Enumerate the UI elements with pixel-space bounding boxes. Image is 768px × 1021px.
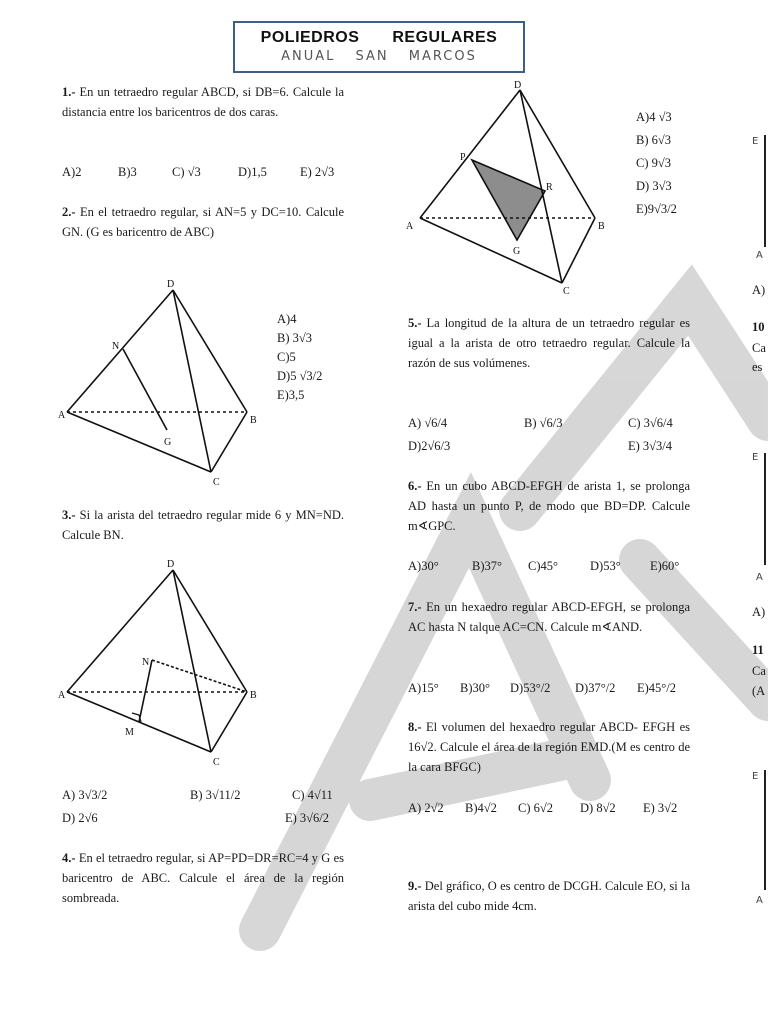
right-fragment-num11: 11 (752, 643, 764, 657)
problem-6-option-a: A)30° (408, 559, 439, 573)
problem-2-number: 2.- (62, 205, 76, 219)
problem-1-option-a: A)2 (62, 165, 82, 179)
right-fragment-a1: A (756, 250, 763, 261)
problem-2-option-c: C)5 (277, 350, 296, 364)
fig1-label-c: C (563, 286, 570, 297)
right-fragment-paren-a: (A (752, 684, 766, 698)
fig2-label-a: A (58, 410, 66, 421)
problem-7-text: En un hexaedro regular ABCD-EFGH, se prolonga AC hasta N talque AC=CN. Calcule m∢AND. (408, 600, 690, 634)
right-figure-edge-3 (764, 770, 766, 890)
fig1-label-g: G (513, 246, 521, 257)
problem-8-option-e: E) 3√2 (643, 801, 678, 815)
figure-1-tetrahedron-shaded (400, 78, 615, 298)
problem-5-option-b: B) √6/3 (524, 416, 563, 430)
problem-6-option-b: B)37° (472, 559, 502, 573)
problem-8 (408, 717, 690, 777)
fig1-label-r: R (546, 182, 553, 193)
right-fragment-es: es (752, 360, 763, 374)
problem-5 (408, 313, 690, 373)
fig1-label-d: D (514, 80, 522, 91)
problem-7-option-d: D)37°/2 (575, 681, 616, 695)
problem-2 (62, 202, 344, 242)
right-fragment-a2: A (756, 572, 763, 583)
problem-3-option-e: E) 3√6/2 (285, 811, 330, 825)
problem-3-text: Si la arista del tetraedro regular mide 6 y MN=ND. Calcule BN. (62, 508, 345, 542)
fig3-label-n: N (142, 657, 150, 668)
problem-8-number: 8.- (408, 720, 422, 734)
fig2-label-d: D (167, 279, 175, 290)
problem-1-option-e: E) 2√3 (300, 165, 335, 179)
problem-4-option-c: C) 9√3 (636, 156, 671, 170)
problem-1 (62, 82, 344, 122)
problem-2-option-b: B) 3√3 (277, 331, 312, 345)
right-fragment-ca1: Ca (752, 341, 766, 355)
problem-7-option-c: D)53°/2 (510, 681, 551, 695)
right-fragment-num10: 10 (752, 320, 765, 334)
problem-1-text: En un tetraedro regular ABCD, si DB=6. Calcule la distancia entre los baricentros de dos caras. (62, 85, 345, 119)
problem-8-text: El volumen del hexaedro regular ABCD- EFGH es 16√2. Calcule el área de la región EMD.(M es centro de la cara BFGC) (408, 720, 690, 774)
problem-4-option-d: D) 3√3 (636, 179, 672, 193)
fig1-label-a: A (406, 221, 414, 232)
problem-6-option-d: D)53° (590, 559, 621, 573)
problem-2-option-d: D)5 √3/2 (277, 369, 323, 383)
problem-4-option-a: A)4 √3 (636, 110, 672, 124)
problem-5-option-e: E) 3√3/4 (628, 439, 673, 453)
fig2-label-b: B (250, 415, 257, 426)
problem-4-option-e: E)9√3/2 (636, 202, 677, 216)
right-fragment-e3: E (752, 771, 759, 782)
problem-5-option-c: C) 3√6/4 (628, 416, 673, 430)
problem-3-option-a: A) 3√3/2 (62, 788, 108, 802)
problem-4-option-b: B) 6√3 (636, 133, 671, 147)
problem-2-option-a: A)4 (277, 312, 297, 326)
right-fragment-opt1: A) (752, 283, 766, 297)
problem-3-option-b: B) 3√11/2 (190, 788, 241, 802)
problem-5-option-a: A) √6/4 (408, 416, 448, 430)
problem-4-text: En el tetraedro regular, si AP=PD=DR=RC=4 y G es baricentro de ABC. Calcule el área de la región sombreada. (62, 851, 345, 905)
problem-1-option-d: D)1,5 (238, 165, 267, 179)
problem-8-option-c: C) 6√2 (518, 801, 553, 815)
header-title-box (233, 21, 525, 73)
problem-6-option-c: C)45° (528, 559, 558, 573)
figure-3-tetrahedron (55, 555, 265, 780)
fig3-label-d: D (167, 559, 175, 570)
figure-2-tetrahedron (55, 275, 265, 490)
problem-5-text: La longitud de la altura de un tetraedro regular es igual a la arista de otro tetraedro regular. Calcule la razón de sus volúmenes. (408, 316, 690, 370)
page-subtitle: ANUAL SAN MARCOS (281, 49, 477, 64)
fig2-label-g: G (164, 437, 172, 448)
problem-4-number: 4.- (62, 851, 76, 865)
problem-6-text: En un cubo ABCD-EFGH de arista 1, se prolonga AD hasta un punto P, de modo que BD=DP. Calcule m∢GPC. (408, 479, 690, 533)
right-figure-edge-1 (764, 135, 766, 247)
page-title: POLIEDROS REGULARES (260, 29, 498, 46)
problem-8-option-d: D) 8√2 (580, 801, 616, 815)
fig1-label-b: B (598, 221, 605, 232)
problem-3-option-d: D) 2√6 (62, 811, 98, 825)
problem-5-number: 5.- (408, 316, 422, 330)
fig3-label-c: C (213, 757, 220, 768)
problem-1-option-b: B)3 (118, 165, 137, 179)
fig3-label-m: M (125, 727, 134, 738)
problem-5-option-d: D)2√6/3 (408, 439, 451, 453)
fig2-label-c: C (213, 477, 220, 488)
right-fragment-opt2: A) (752, 605, 766, 619)
problem-7 (408, 597, 690, 637)
fig3-label-a: A (58, 690, 66, 701)
problem-3 (62, 505, 344, 545)
problem-8-option-a: A) 2√2 (408, 801, 444, 815)
right-fragment-ca2: Ca (752, 664, 766, 678)
problem-3-option-c: C) 4√11 (292, 788, 333, 802)
problem-7-option-e: E)45°/2 (637, 681, 677, 695)
fig3-label-b: B (250, 690, 257, 701)
problem-6-option-e: E)60° (650, 559, 680, 573)
problem-2-text: En el tetraedro regular, si AN=5 y DC=10. Calcule GN. (G es baricentro de ABC) (62, 205, 344, 239)
problem-2-option-e: E)3,5 (277, 388, 305, 402)
problem-3-number: 3.- (62, 508, 76, 522)
problem-1-option-c: C) √3 (172, 165, 201, 179)
right-fragment-e2: E (752, 452, 759, 463)
problem-6 (408, 476, 690, 536)
fig2-label-n: N (112, 341, 120, 352)
right-fragment-a3: A (756, 895, 763, 906)
right-fragment-e1: E (752, 136, 759, 147)
problem-6-number: 6.- (408, 479, 422, 493)
right-figure-edge-2 (764, 453, 766, 565)
problem-8-option-b: B)4√2 (465, 801, 497, 815)
problem-9 (408, 876, 690, 916)
problem-1-number: 1.- (62, 85, 76, 99)
problem-9-number: 9.- (408, 879, 422, 893)
fig1-label-p: P (460, 152, 466, 163)
problem-7-number: 7.- (408, 600, 422, 614)
problem-4 (62, 848, 344, 908)
problem-7-option-a: A)15° (408, 681, 439, 695)
problem-7-option-b: B)30° (460, 681, 490, 695)
problem-9-text: Del gráfico, O es centro de DCGH. Calcule EO, si la arista del cubo mide 4cm. (408, 879, 691, 913)
